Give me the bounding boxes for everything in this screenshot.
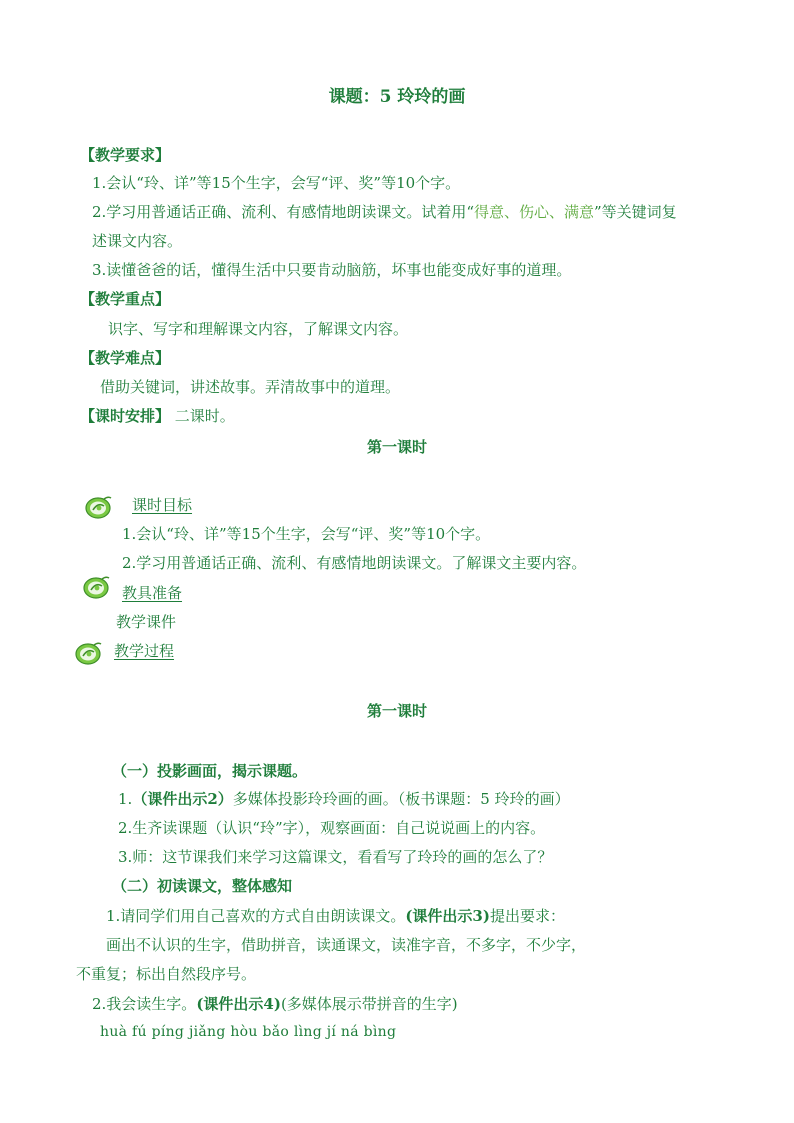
- requirement-1: 1.会认“玲、详”等15个生字，会写“评、奖”等10个字。: [92, 174, 461, 192]
- part1-line1-num: 1.: [118, 790, 133, 808]
- lesson-heading: 第一课时: [366, 438, 427, 456]
- part1-line2: 2.生齐读课题（认识“玲”字），观察画面：自己说说画上的内容。: [118, 819, 546, 837]
- goal-1: 1.会认“玲、详”等15个生字，会写“评、奖”等10个字。: [122, 525, 491, 543]
- leaf-icon: [74, 640, 104, 666]
- part2-line3: 不重复；标出自然段序号。: [76, 965, 257, 983]
- part2-line2: 画出不认识的生字，借助拼音，读通课文，读准字音，不多字，不少字，: [106, 936, 587, 954]
- requirement-2-keywords: 得意、伤心、满意: [473, 203, 594, 221]
- part1-line3: 3.师：这节课我们来学习这篇课文，看看写了玲玲的画的怎么了？: [118, 848, 553, 866]
- part2-line4: [92, 993, 458, 1014]
- key-points-text: 识字、写字和理解课文内容，了解课文内容。: [108, 320, 409, 338]
- schedule-row: [80, 405, 235, 426]
- part2-line1-text: 1.请同学们用自己喜欢的方式自由朗读课文。: [106, 907, 406, 925]
- difficulties-text: 借助关键词，讲述故事。弄清故事中的道理。: [100, 378, 401, 396]
- leaf-icon: [84, 494, 114, 520]
- key-points-header: 【教学重点】: [80, 290, 171, 308]
- process-label[interactable]: 教学过程: [114, 642, 175, 660]
- schedule-text: 二课时。: [174, 407, 235, 425]
- part1-line1-text: 多媒体投影玲玲画的画。（板书课题：5 玲玲的画）: [232, 790, 570, 808]
- pinyin-row: huà fú píng jiǎng hòu bǎo lìng jí ná bìng: [100, 1024, 397, 1040]
- requirement-3: 3.读懂爸爸的话，懂得生活中只要肯动脑筋，坏事也能变成好事的道理。: [92, 261, 572, 279]
- part1-line1: [118, 788, 570, 809]
- part2-header: （二）初读课文，整体感知: [112, 877, 293, 895]
- part1-header: （一）投影画面，揭示课题。: [112, 762, 308, 780]
- part2-line1-courseware: (课件出示3): [405, 907, 490, 925]
- lesson-heading-2: 第一课时: [366, 702, 427, 720]
- part2-line4-courseware: (课件出示4): [196, 995, 281, 1013]
- goals-label[interactable]: 课时目标: [132, 496, 193, 514]
- requirement-2: [92, 201, 677, 222]
- schedule-header: 【课时安排】: [80, 407, 171, 425]
- requirements-header: 【教学要求】: [80, 146, 171, 164]
- leaf-icon: [82, 574, 112, 600]
- part2-line4-tail: (多媒体展示带拼音的生字): [280, 995, 458, 1013]
- difficulties-header: 【教学难点】: [80, 349, 171, 367]
- requirement-2-continued: 述课文内容。: [92, 232, 183, 250]
- prep-label[interactable]: 教具准备: [122, 584, 183, 602]
- goal-2: 2.学习用普通话正确、流利、有感情地朗读课文。了解课文主要内容。: [122, 554, 587, 572]
- part2-line4-text: 2.我会读生字。: [92, 995, 197, 1013]
- prep-text: 教学课件: [116, 613, 177, 631]
- part2-line1: [106, 905, 565, 926]
- page-title: 课题：5 玲玲的画: [328, 87, 466, 107]
- part1-line1-courseware: （课件出示2）: [132, 790, 233, 808]
- part2-line1-tail: 提出要求：: [489, 907, 565, 925]
- requirement-2-text: 2.学习用普通话正确、流利、有感情地朗读课文。试着用“: [92, 203, 474, 221]
- requirement-2-tail: ”等关键词复: [594, 203, 677, 221]
